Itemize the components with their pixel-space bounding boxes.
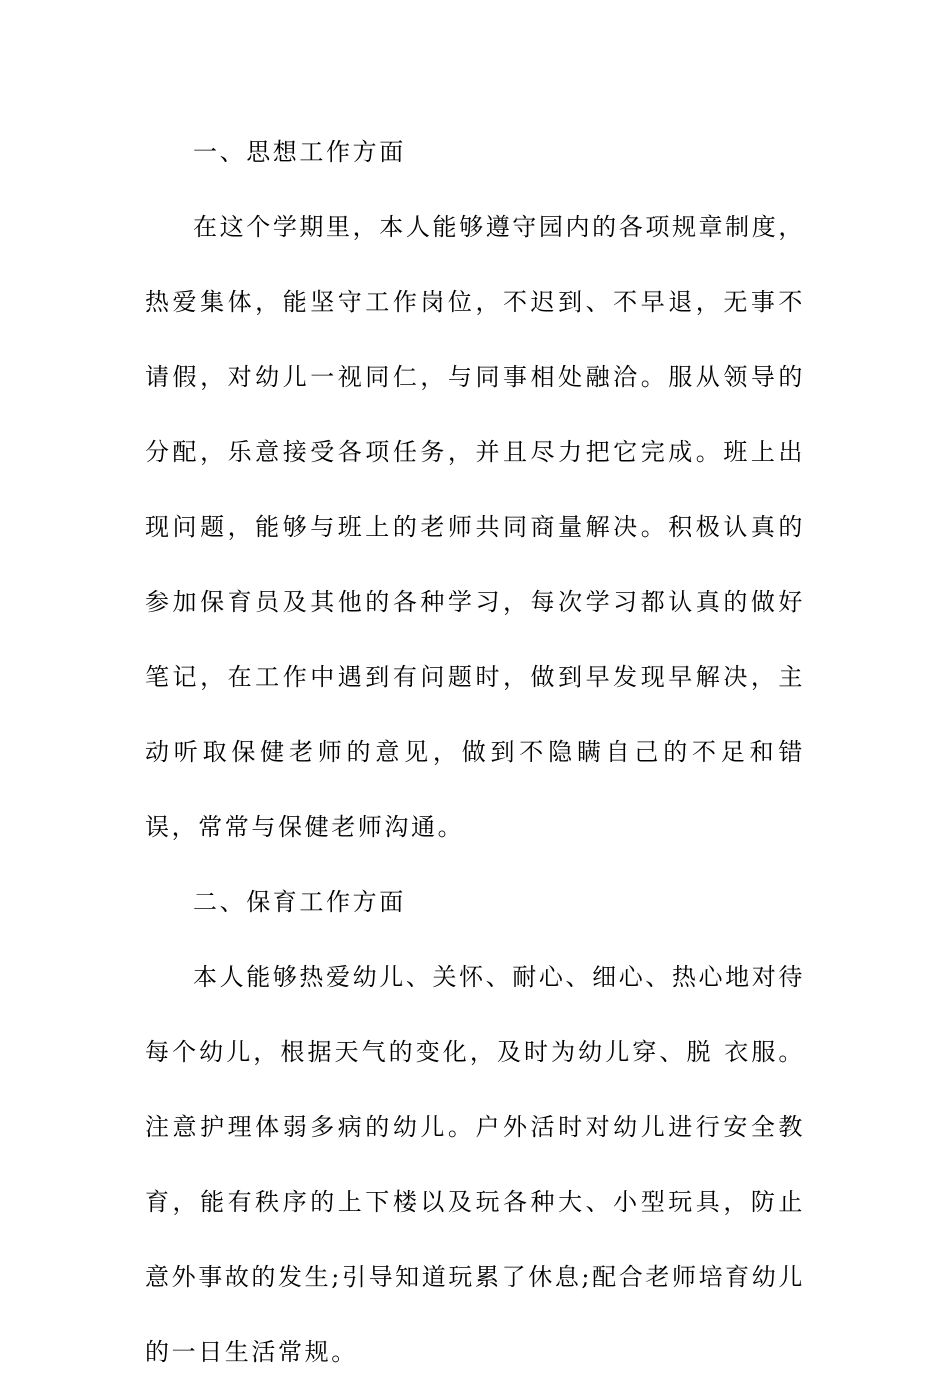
section-heading-care-work: 二、保育工作方面 <box>193 888 406 916</box>
section-heading-thought-work: 一、思想工作方面 <box>193 138 406 166</box>
document-body <box>145 115 805 1390</box>
section-paragraph-thought-work: 在这个学期里，本人能够遵守园内的各项规章制度，热爱集体，能坚守工作岗位，不迟到、不早退，无事不请假，对幼儿一视同仁，与同事相处融洽。服从领导的分配，乐意接受各项任务，并且尽力把它完成。班上出现问题，能够与班上的老师共同商量解决。积极认真的参加保育员及其他的各种学习，每次学习都认真的做好笔记，在工作中遇到有问题时，做到早发现早解决，主动听取保健老师的意见，做到不隐瞒自己的不足和错误，常常与保健老师沟通。 <box>145 213 805 841</box>
section-paragraph-care-work: 本人能够热爱幼儿、关怀、耐心、细心、热心地对待每个幼儿，根据天气的变化，及时为幼儿穿、脱 衣服。注意护理体弱多病的幼儿。户外活时对幼儿进行安全教育，能有秩序的上下楼以及玩各种大、小型玩具，防止意外事故的发生;引导知道玩累了休息;配合老师培育幼儿的一日生活常规。 <box>145 963 805 1366</box>
